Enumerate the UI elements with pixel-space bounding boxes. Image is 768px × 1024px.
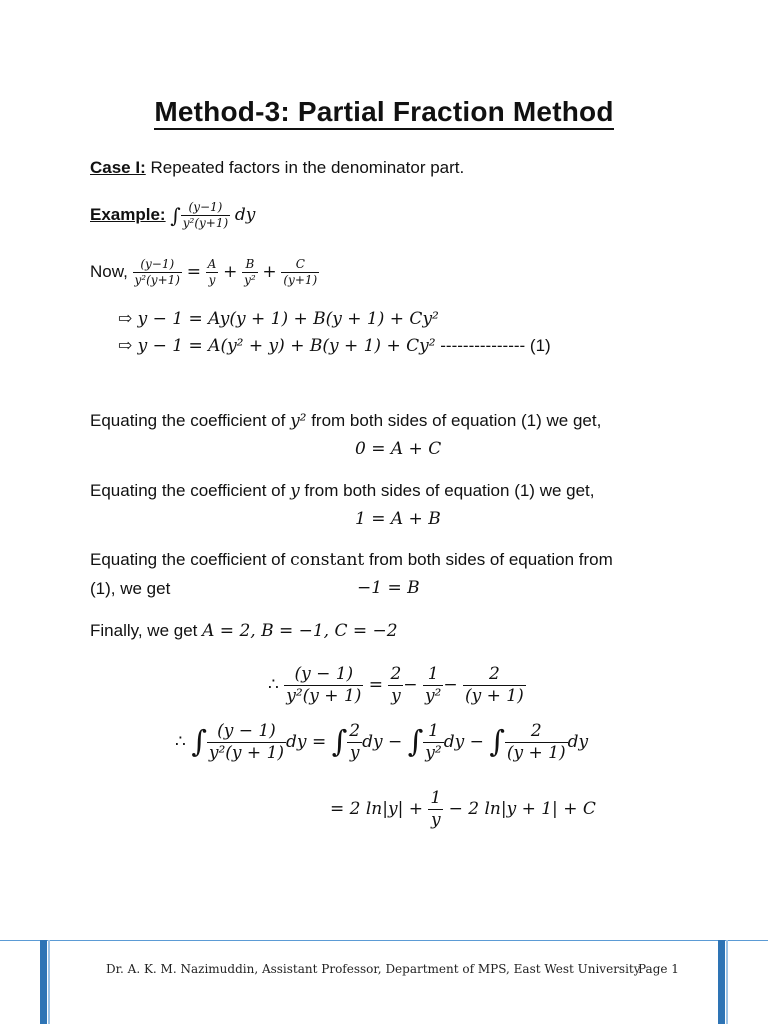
integral-sign: ∫	[170, 203, 181, 228]
coef1-equation: 0 = A + C	[355, 439, 442, 459]
step-1: ⇨ y − 1 = Ay(y + 1) + B(y + 1) + Cy²	[118, 309, 439, 329]
case-label: Case I:	[90, 158, 146, 177]
finally-line: Finally, we get A = 2, B = −1, C = −2	[90, 621, 398, 641]
now-lhs-fraction: $\frac{(y-1)}{\text{y²(y+1)}}$	[134, 257, 180, 288]
case-text: Repeated factors in the denominator part.	[145, 158, 465, 177]
result-1: ∴ $\frac{(y - 1)}{\text{y²(y + 1)}}$ = $\frac{2}{y}$ − $\frac{1}{\text{y²}}$ − $\frac{2}{(y + 1)}$	[268, 664, 524, 706]
coef3-line2: (1), we get	[90, 579, 171, 598]
therefore-symbol: ∴	[268, 675, 279, 695]
now-c-fraction: $\frac{C}{(y+1)}$	[283, 257, 318, 288]
result-3: = 2 ln|y| + $\frac{1}{y}$ − 2 ln|y + 1| + C	[330, 788, 596, 830]
coef2-line: Equating the coefficient of y from both sides of equation (1) we get,	[90, 481, 595, 501]
footer-rule	[0, 940, 768, 941]
footer-left-bar	[40, 940, 47, 1024]
footer-page-number: Page 1	[638, 962, 679, 976]
page-title: Method-3: Partial Fraction Method	[0, 96, 768, 128]
now-line: Now, $\frac{(y-1)}{\text{y²(y+1)}}$ = $\frac{A}{y}$ + $\frac{B}{\text{y²}}$ + $\frac{C}{(y+1)}$	[90, 257, 318, 288]
result-2: ∴ ∫ $\frac{(y - 1)}{\text{y²(y + 1)}}$ dy = ∫ $\frac{2}{y}$ dy − ∫ $\frac{1}{\text{y²}}$ dy − ∫ $\frac{2}{(y + 1)}$ dy	[175, 721, 589, 763]
footer-author: Dr. A. K. M. Nazimuddin, Assistant Professor, Department of MPS, East West University	[106, 962, 641, 976]
coef1-line: Equating the coefficient of y² from both sides of equation (1) we get,	[90, 411, 602, 431]
now-b-fraction: $\frac{B}{\text{y²}}$	[244, 257, 256, 288]
example-line	[90, 198, 255, 233]
coef2-equation: 1 = A + B	[355, 509, 441, 529]
example-dy: dy	[234, 205, 256, 225]
step-2: ⇨ y − 1 = A(y² + y) + B(y + 1) + Cy² --------------- (1)	[118, 336, 551, 356]
example-fraction: $\frac{(y-1)}{\text{y²(y+1)}}$	[182, 200, 229, 231]
now-label: Now,	[90, 262, 128, 281]
case-line	[90, 157, 464, 179]
coef3-equation: −1 = B	[357, 578, 420, 598]
now-a-fraction: $\frac{A}{y}$	[207, 257, 217, 288]
example-label: Example:	[90, 205, 166, 224]
equation-tag: --------------- (1)	[435, 336, 551, 355]
footer-right-bar	[718, 940, 725, 1024]
coef3-line1: Equating the coefficient of constant from both sides of equation from	[90, 550, 613, 570]
